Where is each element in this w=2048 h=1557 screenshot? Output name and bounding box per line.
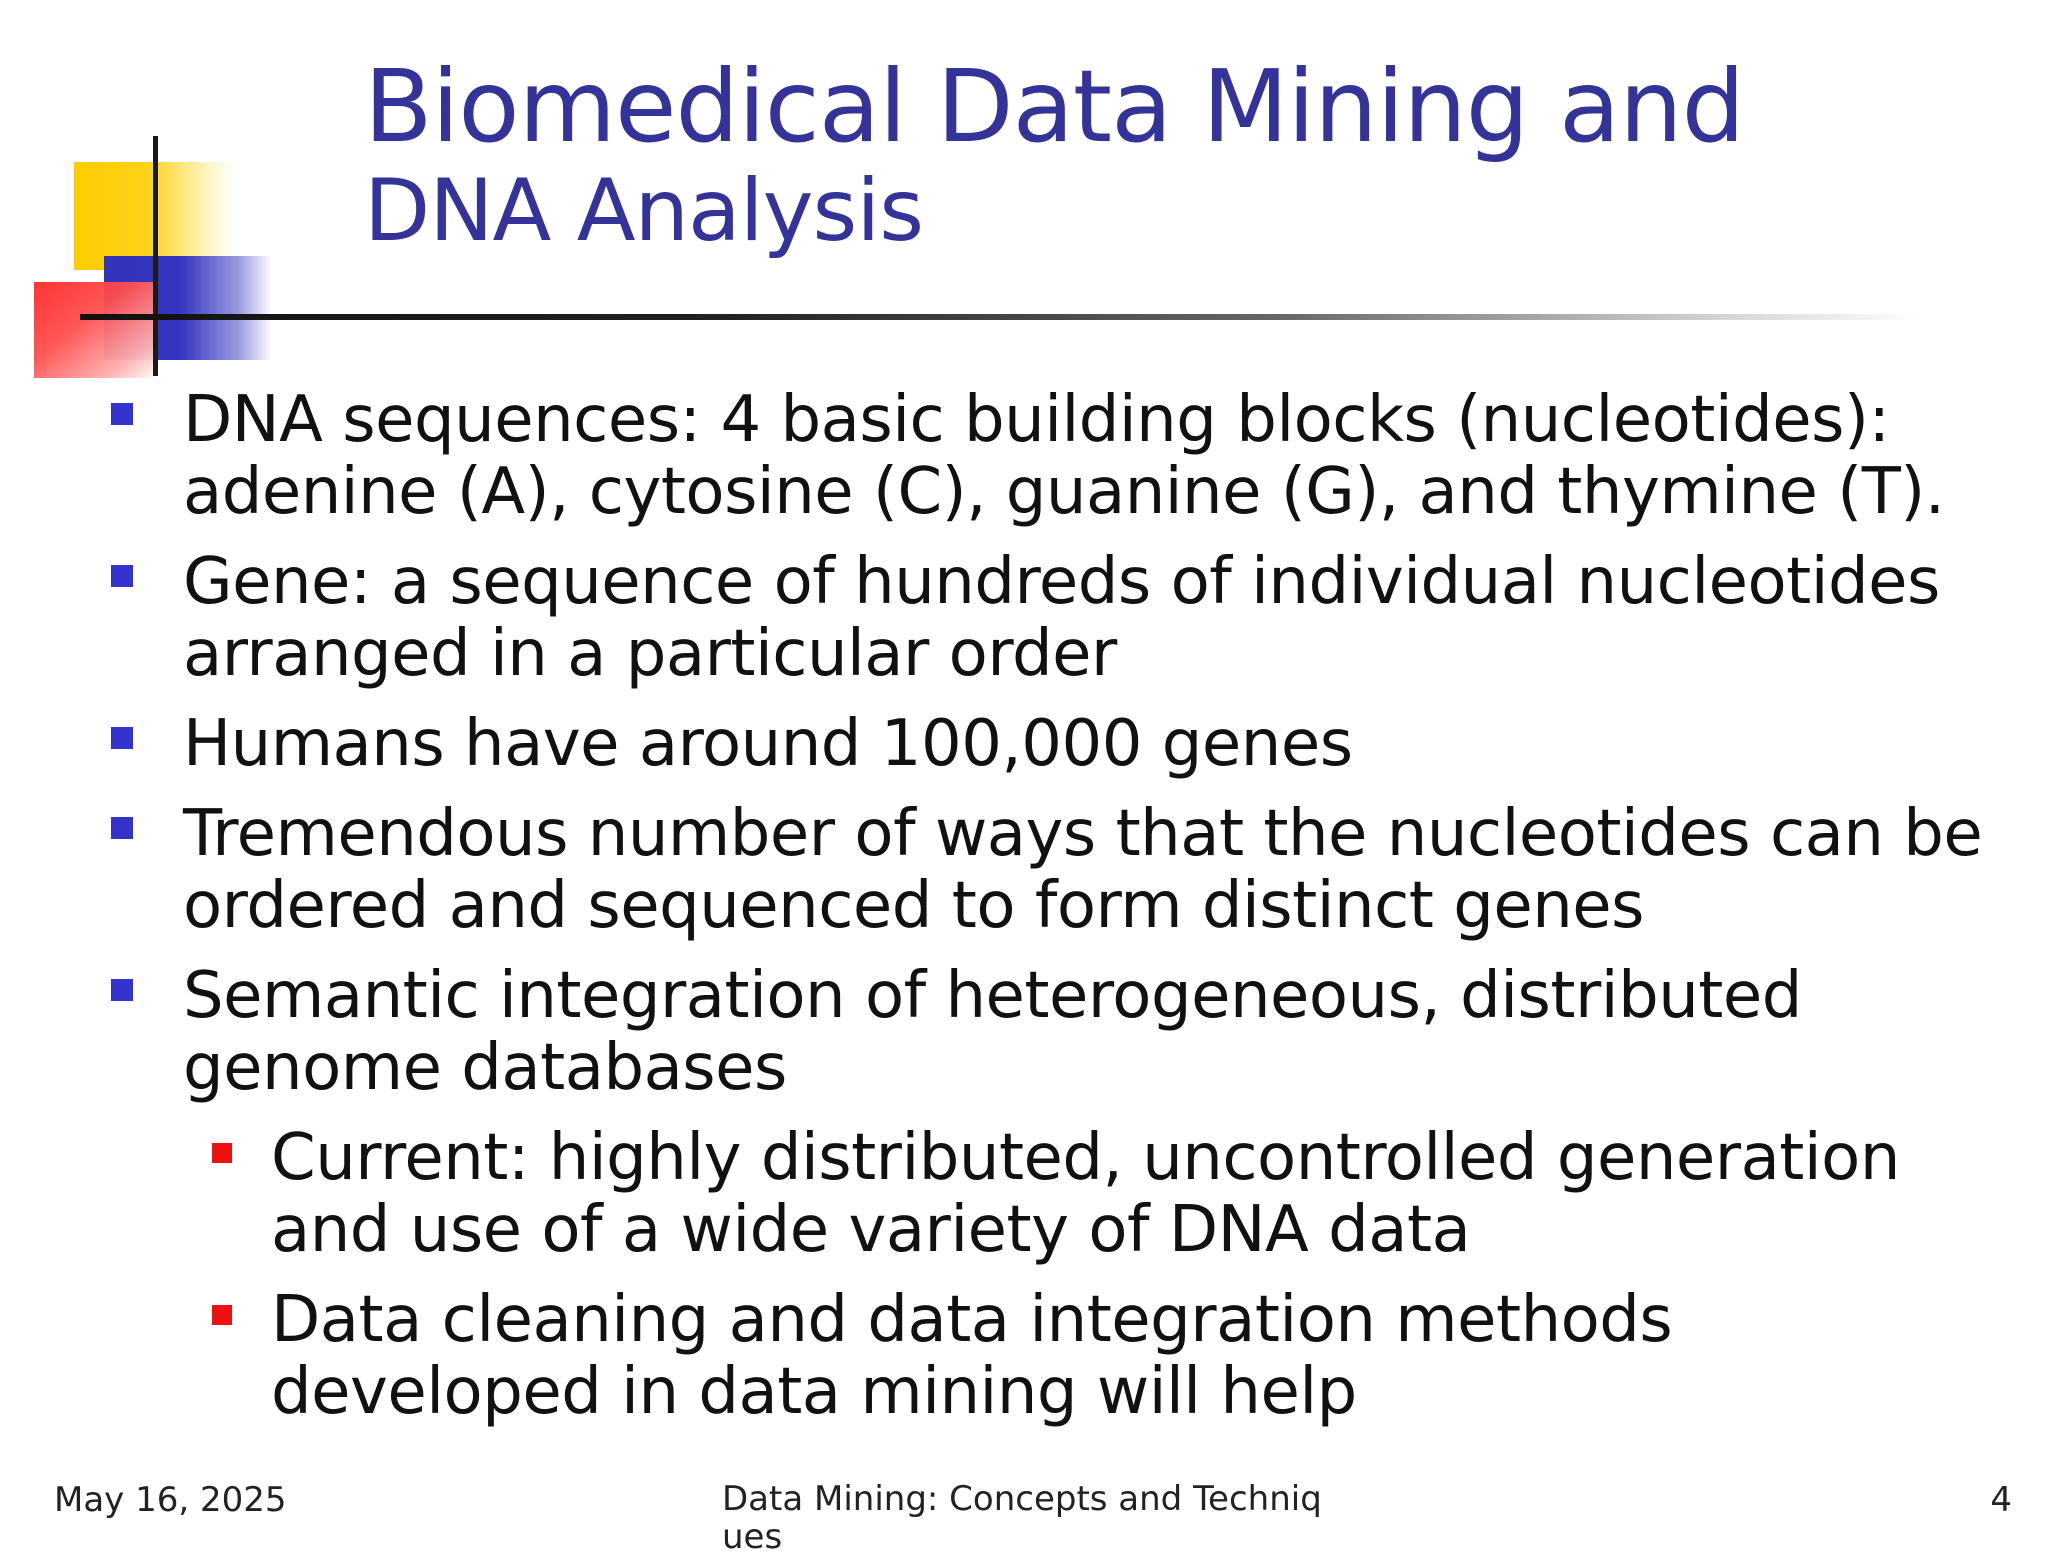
footer-course-title: Data Mining: Concepts and Techniques [722,1479,1322,1557]
blue-square-bullet-icon [111,727,133,749]
footer-page-number: 4 [1990,1480,2012,1520]
bullet-item [0,708,2048,780]
bullet-item [0,960,2048,1104]
red-square-bullet-icon [212,1143,232,1163]
bullet-text: DNA sequences: 4 basic building blocks (nucleotides): adenine (A), cytosine (C), guanine (G), and thymine (T). [183,383,1945,529]
blue-square-bullet-icon [111,565,133,587]
bullet-item [0,384,2048,528]
sub-bullet-text: Current: highly distributed, uncontrolled generation and use of a wide variety of DNA data [271,1121,1900,1267]
slide-title-line1: Biomedical Data Mining and [364,48,1745,165]
decorative-vertical-line [153,136,158,376]
sub-bullet-item [0,1284,2048,1428]
sub-bullet-text: Data cleaning and data integration methods developed in data mining will help [271,1283,1673,1429]
footer-date: May 16, 2025 [54,1480,287,1520]
bullet-text: Gene: a sequence of hundreds of individual nucleotides arranged in a particular order [183,545,1940,691]
bullet-item [0,798,2048,942]
decorative-red-square [34,282,158,378]
bullet-text: Tremendous number of ways that the nucleotides can be ordered and sequenced to form distinct genes [183,797,1983,943]
bullet-list [0,384,2048,1446]
bullet-text: Semantic integration of heterogeneous, distributed genome databases [183,959,1802,1105]
sub-bullet-item [0,1122,2048,1266]
bullet-text: Humans have around 100,000 genes [183,707,1353,781]
blue-square-bullet-icon [111,403,133,425]
slide-title [364,48,2004,261]
blue-square-bullet-icon [111,979,133,1001]
red-square-bullet-icon [212,1305,232,1325]
blue-square-bullet-icon [111,817,133,839]
slide-title-line2: DNA Analysis [364,161,924,261]
title-divider-line [80,314,1920,320]
bullet-item [0,546,2048,690]
